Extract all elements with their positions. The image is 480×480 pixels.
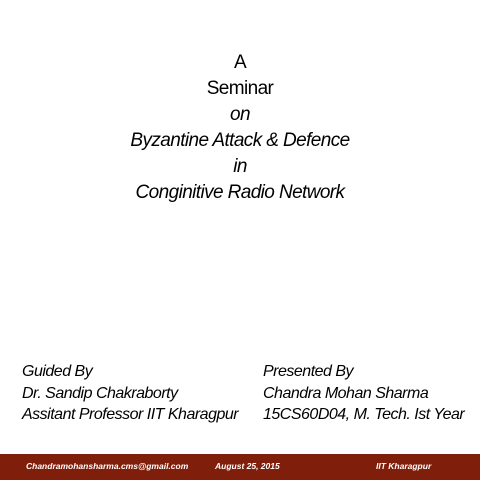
footer-email: Chandramohansharma.cms@gmail.com [26, 461, 189, 471]
presenter-details: 15CS60D04, M. Tech. Ist Year [263, 406, 465, 423]
seminar-subtopic: Conginitive Radio Network [135, 182, 345, 203]
guide-position: Assitant Professor IIT Kharagpur [22, 406, 239, 423]
guided-by-block [22, 361, 238, 426]
title-line-on: on [230, 104, 250, 125]
guided-by-heading: Guided By [22, 363, 93, 380]
footer-date: August 25, 2015 [215, 461, 280, 471]
guide-name: Dr. Sandip Chakraborty [22, 384, 178, 402]
title-line-in: in [233, 156, 247, 177]
footer-institute: IIT Kharagpur [376, 461, 432, 471]
presented-by-block [263, 361, 464, 426]
title-line-seminar: Seminar [206, 78, 274, 99]
footer-bar [0, 454, 480, 480]
title-block [0, 50, 480, 206]
title-line-a: A [233, 52, 247, 73]
presented-by-heading: Presented By [263, 363, 354, 380]
seminar-topic: Byzantine Attack & Defence [130, 130, 350, 151]
presenter-name: Chandra Mohan Sharma [263, 384, 429, 402]
